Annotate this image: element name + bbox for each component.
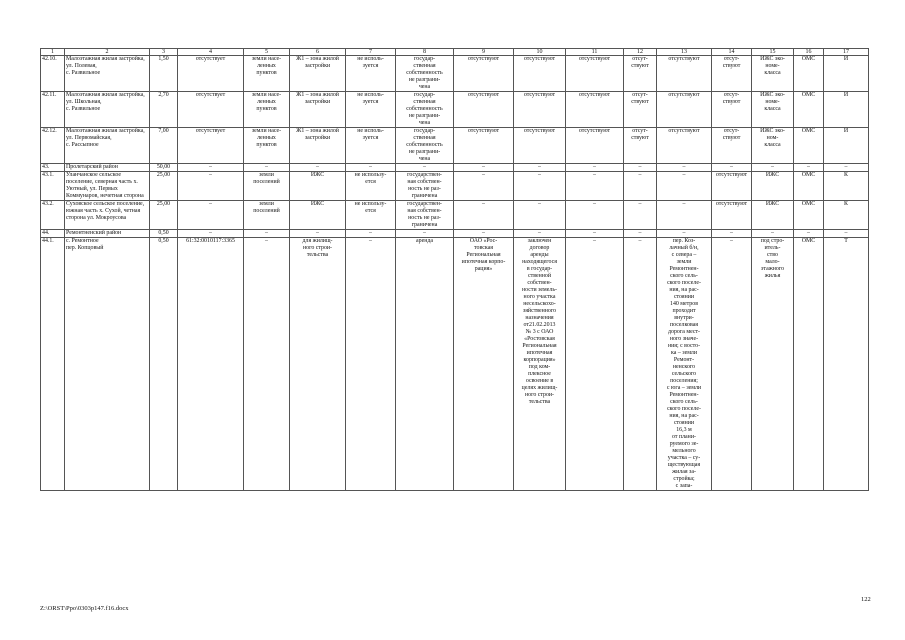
column-number: 6: [290, 49, 346, 56]
table-row: [41, 92, 869, 128]
table-cell: аренда: [396, 238, 454, 491]
table-cell: –: [566, 172, 624, 201]
table-cell: Малоэтажная жилая застройка, ул. Полевая, с. Развильное: [65, 56, 150, 92]
column-number: 12: [624, 49, 657, 56]
table-cell: –: [712, 238, 752, 491]
table-cell: 43.2.: [41, 201, 65, 230]
table-cell: 2,70: [150, 92, 178, 128]
table-cell: 43.: [41, 164, 65, 172]
table-cell: государствен- ная собствен- ность не раз- граничена: [396, 172, 454, 201]
table-cell: не использу- ется: [346, 172, 396, 201]
table-row: [41, 238, 869, 491]
table-cell: 42.10.: [41, 56, 65, 92]
table-cell: Ж1 – зона жилой застройки: [290, 92, 346, 128]
table-cell: отсутствуют: [657, 92, 712, 128]
table-cell: –: [657, 164, 712, 172]
table-cell: 7,00: [150, 128, 178, 164]
table-cell: Малоэтажная жилая застройка, ул. Школьная, с. Развильное: [65, 92, 150, 128]
table-cell: ОАО «Рос- товская Региональная ипотечная корпо- рация»: [454, 238, 514, 491]
table-cell: 1,50: [150, 56, 178, 92]
table-cell: –: [624, 164, 657, 172]
table-cell: И: [824, 56, 869, 92]
table-cell: отсутствуют: [514, 128, 566, 164]
table-cell: отсут- ствуют: [624, 128, 657, 164]
table-cell: отсутствуют: [454, 92, 514, 128]
table-cell: –: [454, 172, 514, 201]
table-cell: –: [624, 230, 657, 238]
table-cell: 42.12.: [41, 128, 65, 164]
table-cell: –: [657, 230, 712, 238]
table-cell: Ж1 – зона жилой застройки: [290, 56, 346, 92]
table-cell: –: [712, 164, 752, 172]
table-cell: ОМС: [794, 92, 824, 128]
column-number: 10: [514, 49, 566, 56]
table-cell: –: [824, 230, 869, 238]
table-cell: отсут- ствуют: [624, 56, 657, 92]
column-number: 13: [657, 49, 712, 56]
column-number: 1: [41, 49, 65, 56]
table-cell: –: [290, 164, 346, 172]
table-cell: земли насе- ленных пунктов: [244, 92, 290, 128]
table-cell: под стро- итель- ство мало- этажного жилья: [752, 238, 794, 491]
table-cell: –: [346, 238, 396, 491]
table-cell: Пролетарский район: [65, 164, 150, 172]
table-cell: государ- ственная собственность не разграни- чена: [396, 92, 454, 128]
table-cell: –: [178, 172, 244, 201]
table-row: [41, 172, 869, 201]
table-cell: ИЖС: [290, 201, 346, 230]
column-number: 9: [454, 49, 514, 56]
table-cell: отсутствуют: [657, 56, 712, 92]
land-plots-table: [40, 48, 869, 491]
table-cell: не использу- ется: [346, 201, 396, 230]
page-number: 122: [861, 596, 871, 603]
table-cell: не исполь- зуется: [346, 128, 396, 164]
table-cell: Т: [824, 238, 869, 491]
table-cell: –: [712, 230, 752, 238]
table-row: [41, 230, 869, 238]
table-cell: отсутствуют: [566, 128, 624, 164]
table-row: [41, 201, 869, 230]
table-row: [41, 56, 869, 92]
column-number: 4: [178, 49, 244, 56]
table-cell: Ж1 – зона жилой застройки: [290, 128, 346, 164]
table-cell: –: [794, 164, 824, 172]
table-cell: отсутствуют: [514, 56, 566, 92]
table-cell: для жилищ- ного строи- тельства: [290, 238, 346, 491]
table-cell: отсутствуют: [566, 92, 624, 128]
table-cell: –: [454, 230, 514, 238]
table-cell: 50,00: [150, 164, 178, 172]
column-number: 15: [752, 49, 794, 56]
table-cell: ИЖС: [290, 172, 346, 201]
table-cell: –: [657, 172, 712, 201]
table-cell: ИЖС: [752, 201, 794, 230]
table-cell: отсут- ствуют: [712, 92, 752, 128]
table-cell: отсутствует: [178, 92, 244, 128]
table-cell: отсут- ствуют: [712, 128, 752, 164]
table-cell: отсутствуют: [712, 172, 752, 201]
table-cell: Суховское сельское поселение, южная часть х. Сухой, четная сторона ул. Мокроусова: [65, 201, 150, 230]
table-cell: –: [824, 164, 869, 172]
table-cell: отсутствуют: [454, 128, 514, 164]
table-cell: 25,00: [150, 201, 178, 230]
table-cell: отсут- ствуют: [712, 56, 752, 92]
table-cell: –: [794, 230, 824, 238]
table-cell: И: [824, 128, 869, 164]
table-cell: –: [566, 164, 624, 172]
table-cell: Ремонтненский район: [65, 230, 150, 238]
table-cell: –: [624, 172, 657, 201]
table-row: [41, 128, 869, 164]
table-cell: –: [178, 201, 244, 230]
table-cell: –: [346, 230, 396, 238]
table-cell: –: [624, 238, 657, 491]
table-cell: 61:32:0010117:3365: [178, 238, 244, 491]
table-cell: –: [178, 230, 244, 238]
table-cell: 44.: [41, 230, 65, 238]
table-cell: –: [752, 230, 794, 238]
table-cell: 43.1.: [41, 172, 65, 201]
table-cell: –: [396, 164, 454, 172]
table-row: [41, 164, 869, 172]
column-number: 5: [244, 49, 290, 56]
table-cell: пер. Коз- лачный б/н, с севера – земли Ремонтнен- ского сель- ского поселе- ния, на рас- стоянии 140 метров проходит внутри- поселковая дорога мест- ного значе- ния; с восто- ка – земли Ремонт- ненского сельского поселения; с юга – земли Ремонтнен- ского сель- ского поселе- ния, на рас- стоянии 16,3 м от плани- руемого зе- мельного участка – су- ществующая жилая за- стройка; с запа-: [657, 238, 712, 491]
column-number: 3: [150, 49, 178, 56]
table-cell: –: [752, 164, 794, 172]
table-cell: заключен договор аренды находящегося в государ- ственной собствен- ности земель- ного участка несельскохо- зяйственного назначения от21.02.2013 № 3 с ОАО «Ростовская Региональная ипотечная корпорация» под ком- плексное освоение в целях жилищ- ного строи- тельства: [514, 238, 566, 491]
table-cell: отсутствует: [178, 128, 244, 164]
table-cell: –: [244, 230, 290, 238]
table-cell: отсутствуют: [514, 92, 566, 128]
table-cell: –: [566, 230, 624, 238]
column-number: 17: [824, 49, 869, 56]
table-cell: государ- ственная собственность не разграни- чена: [396, 56, 454, 92]
column-number: 14: [712, 49, 752, 56]
column-number: 7: [346, 49, 396, 56]
table-cell: государствен- ная собствен- ность не раз- граничена: [396, 201, 454, 230]
column-number-row: [41, 49, 869, 56]
file-path-footer: Z:\ORST\Ppo\0303p147.f16.docx: [40, 605, 129, 612]
table-cell: –: [514, 201, 566, 230]
table-cell: –: [514, 164, 566, 172]
table-cell: Малоэтажная жилая застройка, ул. Первомайская, с. Рассыпное: [65, 128, 150, 164]
table-cell: –: [657, 201, 712, 230]
column-number: 2: [65, 49, 150, 56]
table-cell: ИЖС эко- ном- класса: [752, 128, 794, 164]
table-cell: ОМС: [794, 172, 824, 201]
table-cell: отсут- ствуют: [624, 92, 657, 128]
document-table-container: [40, 48, 868, 491]
table-cell: –: [566, 201, 624, 230]
table-cell: К: [824, 172, 869, 201]
table-cell: И: [824, 92, 869, 128]
table-cell: отсутствуют: [454, 56, 514, 92]
table-cell: –: [244, 238, 290, 491]
table-cell: –: [566, 238, 624, 491]
column-number: 8: [396, 49, 454, 56]
column-number: 16: [794, 49, 824, 56]
table-cell: –: [514, 172, 566, 201]
table-cell: –: [454, 201, 514, 230]
table-cell: ОМС: [794, 56, 824, 92]
table-cell: ИЖС эко- номе- класса: [752, 56, 794, 92]
table-cell: 0,50: [150, 238, 178, 491]
table-cell: ОМС: [794, 128, 824, 164]
table-cell: –: [290, 230, 346, 238]
table-cell: 42.11.: [41, 92, 65, 128]
table-cell: ОМС: [794, 201, 824, 230]
table-cell: –: [346, 164, 396, 172]
table-cell: 44.1.: [41, 238, 65, 491]
table-cell: земли насе- ленных пунктов: [244, 128, 290, 164]
table-cell: земли насе- ленных пунктов: [244, 56, 290, 92]
table-cell: –: [514, 230, 566, 238]
table-cell: государ- ственная собственность не разграни- чена: [396, 128, 454, 164]
table-cell: отсутствуют: [712, 201, 752, 230]
table-cell: не исполь- зуется: [346, 92, 396, 128]
table-cell: не исполь- зуется: [346, 56, 396, 92]
table-cell: –: [178, 164, 244, 172]
table-cell: –: [244, 164, 290, 172]
table-cell: с. Ремонтное пер. Копцовый: [65, 238, 150, 491]
table-cell: отсутствуют: [657, 128, 712, 164]
table-cell: –: [396, 230, 454, 238]
table-cell: земли поселений: [244, 172, 290, 201]
table-cell: –: [624, 201, 657, 230]
table-cell: земли поселений: [244, 201, 290, 230]
table-cell: 0,50: [150, 230, 178, 238]
table-cell: –: [454, 164, 514, 172]
table-cell: Уланчанское сельское поселение, северная часть х. Уютный, ул. Первых Коммунаров, нечетная сторона: [65, 172, 150, 201]
table-cell: отсутствует: [178, 56, 244, 92]
table-cell: ИЖС: [752, 172, 794, 201]
column-number: 11: [566, 49, 624, 56]
table-cell: 25,00: [150, 172, 178, 201]
table-cell: отсутствуют: [566, 56, 624, 92]
table-cell: ОМС: [794, 238, 824, 491]
table-cell: ИЖС эко- номе- класса: [752, 92, 794, 128]
table-cell: К: [824, 201, 869, 230]
